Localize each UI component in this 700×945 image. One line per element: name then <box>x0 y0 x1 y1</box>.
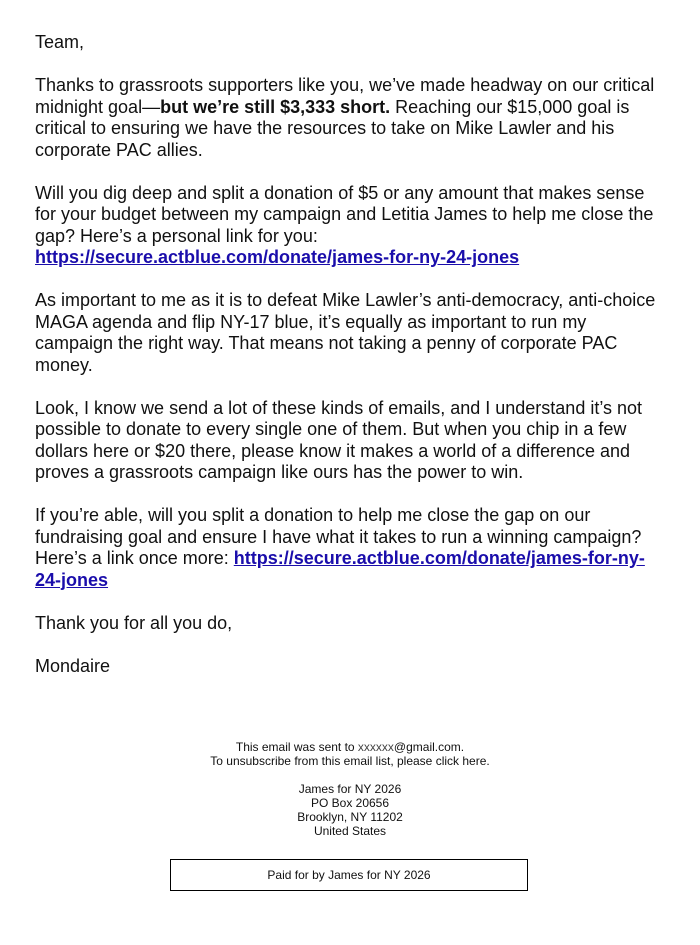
email-body <box>35 32 665 699</box>
paragraph-text: Reaching our $15,000 goal is critical to ensuring we have the resources to take on Mike Lawler and his corporate PAC allies. <box>35 96 630 160</box>
signature: Mondaire <box>35 655 111 676</box>
redacted-email-user: xxxxxx <box>357 740 394 754</box>
paragraph-goal-update <box>35 75 665 161</box>
paragraph-text: If you’re able, will you split a donation to help me close the gap on our fundraising goal and ensure I have what it takes to run a winning campaign? Here’s a link once more: <box>35 505 642 568</box>
sent-to-domain: @gmail.com. <box>393 740 465 754</box>
closing-line: Thank you for all you do, <box>35 612 233 633</box>
donate-link-personal[interactable]: https://secure.actblue.com/donate/james-for-ny-24-jones <box>35 247 520 267</box>
greeting: Team, <box>35 32 85 52</box>
sent-to-prefix: This email was sent to <box>235 740 358 754</box>
shortfall-bold-text: but we’re still $3,333 short. <box>160 96 391 117</box>
paragraph-donation-ask <box>35 183 665 269</box>
paragraph-text: Thanks to grassroots supporters like you, we’ve made headway on our critical midnight goal— <box>35 75 655 117</box>
paragraph-campaign-values: As important to me as it is to defeat Mike Lawler’s anti-democracy, anti-choice MAGA agenda and flip NY-17 blue, it’s equally as important to run my campaign the right way. That means not taking a penny of corporate PAC money. <box>35 290 656 375</box>
sent-to-notice <box>0 740 700 754</box>
org-name: James for NY 2026 <box>298 782 402 796</box>
paid-for-disclaimer <box>170 859 528 891</box>
paragraph-grassroots: Look, I know we send a lot of these kinds of emails, and I understand it’s not possible to donate to every single one of them. But when you chip in a few dollars here or $20 there, please know it makes a world of a difference and proves a grassroots campaign like ours has the power to win. <box>35 397 643 482</box>
email-footer <box>0 740 700 838</box>
country: United States <box>313 824 387 838</box>
donate-link-repeat[interactable]: https://secure.actblue.com/donate/james-for-ny-24-jones <box>35 548 645 590</box>
paid-for-text: Paid for by James for NY 2026 <box>267 868 431 882</box>
city-state-zip: Brooklyn, NY 11202 <box>297 810 403 824</box>
paragraph-text: Will you dig deep and split a donation of $5 or any amount that makes sense for your budget between my campaign and Letitia James to help me close the gap? Here’s a personal link for you: <box>35 182 654 246</box>
footer-spacer <box>0 768 700 782</box>
po-box: PO Box 20656 <box>310 796 390 810</box>
paragraph-final-ask <box>35 505 665 591</box>
unsubscribe-link[interactable]: To unsubscribe from this email list, please click here. <box>210 754 490 768</box>
